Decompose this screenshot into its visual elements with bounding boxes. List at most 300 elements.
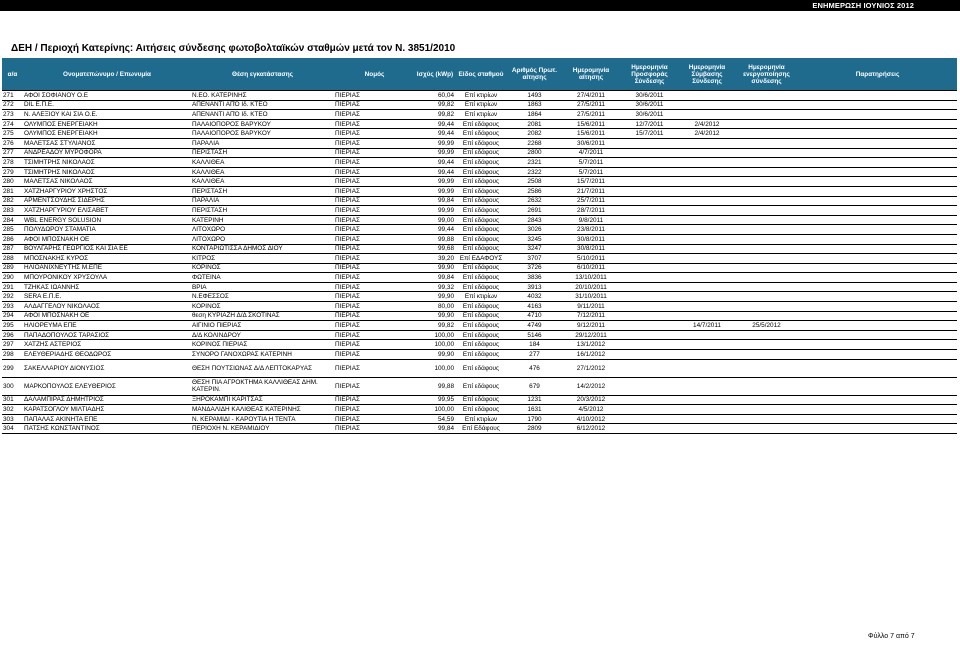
cell-col-name: ΜΑΡΚΟΠΟΥΛΟΣ ΕΛΕΥΘΕΡΙΟΣ bbox=[23, 377, 191, 395]
cell-col-remarks bbox=[798, 100, 957, 110]
cell-col-power: 99,84 bbox=[415, 196, 455, 206]
cell-col-name: ΒΟΥΛΓΑΡΗΣ ΓΕΩΡΓΙΟΣ ΚΑΙ ΣΙΑ ΕΕ bbox=[23, 244, 191, 254]
cell-col-application-date: 5/7/2011 bbox=[562, 167, 620, 177]
table-row bbox=[2, 340, 957, 350]
cell-col-contract-date bbox=[679, 158, 735, 168]
cell-col-remarks bbox=[798, 244, 957, 254]
cell-col-prefecture: ΠΙΕΡΙΑΣ bbox=[334, 100, 415, 110]
header-col-application-date: Ημερομηνία αίτησης bbox=[562, 58, 620, 91]
header-col-protocol: Αριθμός Πρωτ. αίτησης bbox=[507, 58, 562, 91]
cell-col-protocol: 1231 bbox=[507, 395, 562, 405]
cell-col-application-date: 30/8/2011 bbox=[562, 244, 620, 254]
cell-col-offer-date bbox=[620, 138, 679, 148]
cell-col-activation-date bbox=[735, 244, 798, 254]
cell-col-power: 99,68 bbox=[415, 244, 455, 254]
cell-col-location: ΞΗΡΟΚΑΜΠΙ ΚΑΡΙΤΣΑΣ bbox=[191, 395, 334, 405]
cell-col-power: 99,82 bbox=[415, 110, 455, 120]
cell-col-offer-date bbox=[620, 186, 679, 196]
cell-col-index: 293 bbox=[2, 302, 23, 312]
cell-col-remarks bbox=[798, 377, 957, 395]
cell-col-prefecture: ΠΙΕΡΙΑΣ bbox=[334, 359, 415, 377]
cell-col-power: 39,20 bbox=[415, 254, 455, 264]
cell-col-activation-date bbox=[735, 350, 798, 360]
cell-col-station-type: Επί εδάφους bbox=[455, 148, 507, 158]
cell-col-remarks bbox=[798, 234, 957, 244]
cell-col-location: Δ/Δ ΚΟΛΙΝΔΡΟΥ bbox=[191, 330, 334, 340]
table-row bbox=[2, 244, 957, 254]
table-row bbox=[2, 405, 957, 415]
cell-col-application-date: 21/7/2011 bbox=[562, 186, 620, 196]
cell-col-index: 297 bbox=[2, 340, 23, 350]
cell-col-activation-date bbox=[735, 129, 798, 139]
cell-col-index: 296 bbox=[2, 330, 23, 340]
cell-col-index: 278 bbox=[2, 158, 23, 168]
cell-col-remarks bbox=[798, 177, 957, 187]
cell-col-activation-date bbox=[735, 215, 798, 225]
cell-col-remarks bbox=[798, 110, 957, 120]
cell-col-activation-date bbox=[735, 340, 798, 350]
cell-col-power: 99,90 bbox=[415, 292, 455, 302]
cell-col-prefecture: ΠΙΕΡΙΑΣ bbox=[334, 282, 415, 292]
cell-col-index: 302 bbox=[2, 405, 23, 415]
cell-col-power: 54,59 bbox=[415, 414, 455, 424]
cell-col-protocol: 2082 bbox=[507, 129, 562, 139]
cell-col-contract-date bbox=[679, 186, 735, 196]
cell-col-power: 99,00 bbox=[415, 215, 455, 225]
cell-col-contract-date: 2/4/2012 bbox=[679, 129, 735, 139]
cell-col-offer-date bbox=[620, 273, 679, 283]
cell-col-remarks bbox=[798, 215, 957, 225]
cell-col-offer-date bbox=[620, 395, 679, 405]
cell-col-location: ΑΠΕΝΑΝΤΙ ΑΠΌ Ιδ. ΚΤΕΟ bbox=[191, 110, 334, 120]
cell-col-name: ΠΑΤΣΗΣ ΚΩΝΣΤΑΝΤΙΝΟΣ bbox=[23, 424, 191, 434]
cell-col-name: ΜΠΟΣΝΑΚΗΣ ΚΥΡΟΣ bbox=[23, 254, 191, 264]
cell-col-contract-date bbox=[679, 138, 735, 148]
cell-col-application-date: 14/2/2012 bbox=[562, 377, 620, 395]
cell-col-remarks bbox=[798, 263, 957, 273]
cell-col-offer-date bbox=[620, 244, 679, 254]
cell-col-protocol: 1863 bbox=[507, 100, 562, 110]
table-row bbox=[2, 186, 957, 196]
cell-col-activation-date bbox=[735, 225, 798, 235]
cell-col-name: ΧΑΤΖΗΣ ΑΣΤΕΡΙΟΣ bbox=[23, 340, 191, 350]
table-row bbox=[2, 292, 957, 302]
cell-col-remarks bbox=[798, 359, 957, 377]
table-row bbox=[2, 254, 957, 264]
cell-col-application-date: 25/7/2011 bbox=[562, 196, 620, 206]
cell-col-name: Ν. ΑΛΕΞΙΟΥ ΚΑΙ ΣΙΑ Ο.Ε. bbox=[23, 110, 191, 120]
cell-col-station-type: Επί εδάφους bbox=[455, 167, 507, 177]
cell-col-protocol: 3247 bbox=[507, 244, 562, 254]
cell-col-prefecture: ΠΙΕΡΙΑΣ bbox=[334, 302, 415, 312]
header-col-offer-date: Ημερομηνία Προσφοράς Σύνδεσης bbox=[620, 58, 679, 91]
cell-col-application-date: 9/8/2011 bbox=[562, 215, 620, 225]
table-row bbox=[2, 129, 957, 139]
cell-col-station-type: Επί εδάφους bbox=[455, 129, 507, 139]
cell-col-offer-date: 30/6/2011 bbox=[620, 110, 679, 120]
cell-col-name: WBL ENERGY SOLUSION bbox=[23, 215, 191, 225]
cell-col-power: 99,32 bbox=[415, 282, 455, 292]
cell-col-power: 99,99 bbox=[415, 138, 455, 148]
cell-col-index: 301 bbox=[2, 395, 23, 405]
cell-col-location: ΦΩΤΕΙΝΑ bbox=[191, 273, 334, 283]
cell-col-location: ΚΑΛΛΙΘΕΑ bbox=[191, 158, 334, 168]
cell-col-station-type: Επί εδάφους bbox=[455, 244, 507, 254]
cell-col-station-type: Επί εδάφους bbox=[455, 282, 507, 292]
cell-col-offer-date bbox=[620, 414, 679, 424]
table-row bbox=[2, 177, 957, 187]
cell-col-offer-date: 30/6/2011 bbox=[620, 91, 679, 101]
cell-col-protocol: 3726 bbox=[507, 263, 562, 273]
cell-col-offer-date bbox=[620, 225, 679, 235]
cell-col-remarks bbox=[798, 158, 957, 168]
cell-col-contract-date bbox=[679, 148, 735, 158]
cell-col-contract-date bbox=[679, 292, 735, 302]
cell-col-remarks bbox=[798, 350, 957, 360]
cell-col-name: ΕΛΕΥΘΕΡΙΑΔΗΣ ΘΕΟΔΩΡΟΣ bbox=[23, 350, 191, 360]
cell-col-location: ΘΕΣΗ ΠΙΑ ΑΓΡΟΚΤΗΜΑ ΚΑΛΛΙΘΕΑΣ ΔΗΜ. ΚΑΤΕΡΙΝ. bbox=[191, 377, 334, 395]
cell-col-activation-date bbox=[735, 254, 798, 264]
cell-col-power: 99,95 bbox=[415, 395, 455, 405]
cell-col-activation-date bbox=[735, 330, 798, 340]
cell-col-remarks bbox=[798, 340, 957, 350]
cell-col-application-date: 9/11/2011 bbox=[562, 302, 620, 312]
cell-col-contract-date bbox=[679, 167, 735, 177]
cell-col-location: ΑΠΕΝΑΝΤΙ ΑΠΌ Ιδ. ΚΤΕΟ bbox=[191, 100, 334, 110]
cell-col-power: 99,44 bbox=[415, 129, 455, 139]
cell-col-application-date: 13/1/2012 bbox=[562, 340, 620, 350]
cell-col-application-date: 15/7/2011 bbox=[562, 177, 620, 187]
cell-col-remarks bbox=[798, 186, 957, 196]
cell-col-application-date: 5/10/2011 bbox=[562, 254, 620, 264]
cell-col-location: ΚΟΡΙΝΟΣ ΠΙΕΡΙΑΣ bbox=[191, 340, 334, 350]
cell-col-offer-date bbox=[620, 405, 679, 415]
cell-col-power: 60,04 bbox=[415, 91, 455, 101]
cell-col-station-type: Επί ΕΔΑΦΟΥΣ bbox=[455, 254, 507, 264]
cell-col-name: ΑΦΟΙ ΜΠΟΣΝΑΚΗ ΟΕ bbox=[23, 234, 191, 244]
cell-col-index: 279 bbox=[2, 167, 23, 177]
table-row bbox=[2, 302, 957, 312]
cell-col-protocol: 2691 bbox=[507, 206, 562, 216]
cell-col-activation-date bbox=[735, 206, 798, 216]
cell-col-station-type: Επί κτιρίων bbox=[455, 110, 507, 120]
cell-col-remarks bbox=[798, 225, 957, 235]
cell-col-activation-date bbox=[735, 138, 798, 148]
cell-col-name: SERA Ε.Π.Ε. bbox=[23, 292, 191, 302]
cell-col-station-type: Επί Εδάφους bbox=[455, 424, 507, 434]
cell-col-station-type: Επί κτιρίων bbox=[455, 292, 507, 302]
cell-col-name: ΔΑΛΑΜΠΙΡΑΣ ΔΗΜΗΤΡΙΟΣ bbox=[23, 395, 191, 405]
cell-col-index: 303 bbox=[2, 414, 23, 424]
cell-col-prefecture: ΠΙΕΡΙΑΣ bbox=[334, 148, 415, 158]
cell-col-contract-date bbox=[679, 302, 735, 312]
cell-col-prefecture: ΠΙΕΡΙΑΣ bbox=[334, 405, 415, 415]
cell-col-power: 99,44 bbox=[415, 167, 455, 177]
cell-col-protocol: 1790 bbox=[507, 414, 562, 424]
cell-col-location: ΚΙΤΡΟΣ bbox=[191, 254, 334, 264]
cell-col-station-type: Επί εδάφους bbox=[455, 215, 507, 225]
cell-col-contract-date bbox=[679, 424, 735, 434]
cell-col-prefecture: ΠΙΕΡΙΑΣ bbox=[334, 263, 415, 273]
cell-col-remarks bbox=[798, 414, 957, 424]
cell-col-station-type: Επί εδάφους bbox=[455, 119, 507, 129]
cell-col-offer-date: 30/6/2011 bbox=[620, 100, 679, 110]
cell-col-remarks bbox=[798, 273, 957, 283]
cell-col-offer-date bbox=[620, 321, 679, 331]
cell-col-name: DIL E.Π.Ε. bbox=[23, 100, 191, 110]
cell-col-power: 99,44 bbox=[415, 225, 455, 235]
table-row bbox=[2, 196, 957, 206]
cell-col-application-date: 27/5/2011 bbox=[562, 100, 620, 110]
cell-col-activation-date: 25/5/2012 bbox=[735, 321, 798, 331]
cell-col-name: ΚΑΡΑΤΣΟΓΛΟΥ ΜΙΛΤΙΑΔΗΣ bbox=[23, 405, 191, 415]
cell-col-name: ΟΛΥΜΠΟΣ ΕΝΕΡΓΕΙΑΚΗ bbox=[23, 119, 191, 129]
cell-col-prefecture: ΠΙΕΡΙΑΣ bbox=[334, 377, 415, 395]
cell-col-station-type: Επί εδάφους bbox=[455, 158, 507, 168]
table-row bbox=[2, 119, 957, 129]
cell-col-application-date: 27/4/2011 bbox=[562, 91, 620, 101]
cell-col-offer-date bbox=[620, 215, 679, 225]
cell-col-prefecture: ΠΙΕΡΙΑΣ bbox=[334, 138, 415, 148]
cell-col-index: 287 bbox=[2, 244, 23, 254]
cell-col-power: 100,00 bbox=[415, 359, 455, 377]
cell-col-protocol: 2800 bbox=[507, 148, 562, 158]
cell-col-application-date: 28/7/2011 bbox=[562, 206, 620, 216]
cell-col-location: ΠΑΛΑΙΟΠΟΡΟΣ ΒΑΡΥΚΟΥ bbox=[191, 119, 334, 129]
cell-col-station-type: Επί εδάφους bbox=[455, 405, 507, 415]
cell-col-activation-date bbox=[735, 311, 798, 321]
cell-col-remarks bbox=[798, 138, 957, 148]
cell-col-remarks bbox=[798, 311, 957, 321]
cell-col-remarks bbox=[798, 302, 957, 312]
cell-col-index: 271 bbox=[2, 91, 23, 101]
cell-col-prefecture: ΠΙΕΡΙΑΣ bbox=[334, 350, 415, 360]
table-row bbox=[2, 138, 957, 148]
cell-col-prefecture: ΠΙΕΡΙΑΣ bbox=[334, 254, 415, 264]
cell-col-location: ΛΙΤΟΧΩΡΟ bbox=[191, 234, 334, 244]
cell-col-prefecture: ΠΙΕΡΙΑΣ bbox=[334, 321, 415, 331]
cell-col-name: ΑΡΜΕΝΤΣΟΥΔΗΣ ΣΙΔΕΡΗΣ bbox=[23, 196, 191, 206]
table-row bbox=[2, 148, 957, 158]
cell-col-contract-date bbox=[679, 254, 735, 264]
cell-col-remarks bbox=[798, 148, 957, 158]
table-row bbox=[2, 167, 957, 177]
cell-col-application-date: 30/8/2011 bbox=[562, 234, 620, 244]
cell-col-station-type: Επί κτιρίων bbox=[455, 91, 507, 101]
cell-col-activation-date bbox=[735, 196, 798, 206]
cell-col-prefecture: ΠΙΕΡΙΑΣ bbox=[334, 119, 415, 129]
cell-col-contract-date bbox=[679, 330, 735, 340]
cell-col-index: 294 bbox=[2, 311, 23, 321]
table-row bbox=[2, 263, 957, 273]
cell-col-contract-date bbox=[679, 91, 735, 101]
cell-col-prefecture: ΠΙΕΡΙΑΣ bbox=[334, 129, 415, 139]
cell-col-index: 280 bbox=[2, 177, 23, 187]
cell-col-offer-date bbox=[620, 206, 679, 216]
cell-col-power: 100,00 bbox=[415, 405, 455, 415]
cell-col-activation-date bbox=[735, 377, 798, 395]
cell-col-activation-date bbox=[735, 91, 798, 101]
cell-col-remarks bbox=[798, 330, 957, 340]
cell-col-offer-date bbox=[620, 340, 679, 350]
cell-col-name: ΑΝΔΡΕΑΔΟΥ ΜΥΡΟΦΟΡΑ bbox=[23, 148, 191, 158]
cell-col-power: 99,82 bbox=[415, 321, 455, 331]
table-row bbox=[2, 91, 957, 101]
cell-col-activation-date bbox=[735, 167, 798, 177]
cell-col-power: 80,00 bbox=[415, 302, 455, 312]
cell-col-remarks bbox=[798, 196, 957, 206]
update-label: ΕΝΗΜΕΡΩΣΗ ΙΟΥΝΙΟΣ 2012 bbox=[812, 1, 914, 10]
cell-col-station-type: Επί εδάφους bbox=[455, 196, 507, 206]
cell-col-offer-date bbox=[620, 263, 679, 273]
cell-col-station-type: Επί εδάφους bbox=[455, 138, 507, 148]
cell-col-prefecture: ΠΙΕΡΙΑΣ bbox=[334, 395, 415, 405]
cell-col-application-date: 4/7/2011 bbox=[562, 148, 620, 158]
cell-col-contract-date bbox=[679, 311, 735, 321]
cell-col-name: ΑΦΟΙ ΣΟΦΙΑΝΟΥ Ο.Ε bbox=[23, 91, 191, 101]
table-row bbox=[2, 321, 957, 331]
cell-col-index: 273 bbox=[2, 110, 23, 120]
cell-col-contract-date: 2/4/2012 bbox=[679, 119, 735, 129]
cell-col-location: ΚΟΡΙΝΟΣ bbox=[191, 302, 334, 312]
table-row bbox=[2, 206, 957, 216]
table-row bbox=[2, 350, 957, 360]
cell-col-index: 277 bbox=[2, 148, 23, 158]
cell-col-contract-date bbox=[679, 350, 735, 360]
cell-col-prefecture: ΠΙΕΡΙΑΣ bbox=[334, 330, 415, 340]
cell-col-application-date: 15/6/2011 bbox=[562, 119, 620, 129]
cell-col-contract-date bbox=[679, 282, 735, 292]
cell-col-activation-date bbox=[735, 395, 798, 405]
cell-col-name: ΗΛΙΟΑΝΙΧΝΕΥΤΗΣ Μ.ΕΠΕ bbox=[23, 263, 191, 273]
cell-col-station-type: Επί εδάφους bbox=[455, 359, 507, 377]
cell-col-prefecture: ΠΙΕΡΙΑΣ bbox=[334, 177, 415, 187]
cell-col-station-type: Επί εδάφους bbox=[455, 177, 507, 187]
cell-col-location: Ν. ΚΕΡΑΜΙΔΙ - ΚΑΡΟΥΤΙΑ Η ΤΕΝΤΑ bbox=[191, 414, 334, 424]
cell-col-index: 300 bbox=[2, 377, 23, 395]
cell-col-application-date: 13/10/2011 bbox=[562, 273, 620, 283]
cell-col-prefecture: ΠΙΕΡΙΑΣ bbox=[334, 206, 415, 216]
table-row bbox=[2, 234, 957, 244]
cell-col-location: Ν.ΕΟ. ΚΑΤΕΡΙΝΗΣ bbox=[191, 91, 334, 101]
cell-col-contract-date bbox=[679, 244, 735, 254]
cell-col-location: ΚΑΛΛΙΘΕΑ bbox=[191, 177, 334, 187]
document-title: ΔΕΗ / Περιοχή Κατερίνης: Αιτήσεις σύνδεσης φωτοβολταϊκών σταθμών μετά τον Ν. 3851/2010 bbox=[11, 43, 456, 54]
cell-col-protocol: 2809 bbox=[507, 424, 562, 434]
header-col-contract-date: Ημερομηνία Σύμβασης Σύνδεσης bbox=[679, 58, 735, 91]
cell-col-index: 289 bbox=[2, 263, 23, 273]
cell-col-location: ΣΥΝΟΡΟ ΓΑΝΟΧΩΡΑΣ ΚΑΤΕΡΙΝΗ bbox=[191, 350, 334, 360]
cell-col-remarks bbox=[798, 119, 957, 129]
cell-col-protocol: 3836 bbox=[507, 273, 562, 283]
table-row bbox=[2, 424, 957, 434]
cell-col-name: ΜΑΛΕΤΣΑΣ ΝΙΚΟΛΑΟΣ bbox=[23, 177, 191, 187]
cell-col-protocol: 3707 bbox=[507, 254, 562, 264]
cell-col-contract-date bbox=[679, 215, 735, 225]
cell-col-location: ΚΟΡΙΝΟΣ bbox=[191, 263, 334, 273]
table-row bbox=[2, 395, 957, 405]
cell-col-offer-date bbox=[620, 282, 679, 292]
cell-col-protocol: 476 bbox=[507, 359, 562, 377]
cell-col-power: 99,99 bbox=[415, 206, 455, 216]
cell-col-power: 100,00 bbox=[415, 340, 455, 350]
cell-col-protocol: 1493 bbox=[507, 91, 562, 101]
cell-col-protocol: 3913 bbox=[507, 282, 562, 292]
cell-col-application-date: 7/12/2011 bbox=[562, 311, 620, 321]
cell-col-prefecture: ΠΙΕΡΙΑΣ bbox=[334, 186, 415, 196]
cell-col-remarks bbox=[798, 167, 957, 177]
cell-col-station-type: Επί εδάφους bbox=[455, 263, 507, 273]
cell-col-location: ΠΑΛΑΙΟΠΟΡΟΣ ΒΑΡΥΚΟΥ bbox=[191, 129, 334, 139]
cell-col-location: ΠΕΡΙΣΤΑΣΗ bbox=[191, 206, 334, 216]
cell-col-offer-date bbox=[620, 359, 679, 377]
cell-col-station-type: Επί εδάφους bbox=[455, 350, 507, 360]
cell-col-activation-date bbox=[735, 273, 798, 283]
cell-col-power: 99,84 bbox=[415, 273, 455, 283]
cell-col-contract-date bbox=[679, 263, 735, 273]
cell-col-prefecture: ΠΙΕΡΙΑΣ bbox=[334, 91, 415, 101]
cell-col-location: Ν.ΕΦΕΣΣΟΣ bbox=[191, 292, 334, 302]
cell-col-location: ΠΕΡΙΣΤΑΣΗ bbox=[191, 186, 334, 196]
cell-col-station-type: Επί εδάφους bbox=[455, 340, 507, 350]
cell-col-offer-date bbox=[620, 302, 679, 312]
cell-col-prefecture: ΠΙΕΡΙΑΣ bbox=[334, 158, 415, 168]
cell-col-location: ΑΙΓΙΝΙΟ ΠΙΕΡΙΑΣ bbox=[191, 321, 334, 331]
header-col-name: Ονοματεπώνυμο / Επωνυμία bbox=[23, 58, 191, 91]
cell-col-offer-date bbox=[620, 350, 679, 360]
cell-col-remarks bbox=[798, 129, 957, 139]
cell-col-offer-date bbox=[620, 196, 679, 206]
table-row bbox=[2, 110, 957, 120]
cell-col-location: ΚΑΛΛΙΘΕΑ bbox=[191, 167, 334, 177]
cell-col-application-date: 23/8/2011 bbox=[562, 225, 620, 235]
cell-col-protocol: 2081 bbox=[507, 119, 562, 129]
header-col-power: Ισχύς (kWp) bbox=[415, 58, 455, 91]
cell-col-offer-date bbox=[620, 292, 679, 302]
cell-col-prefecture: ΠΙΕΡΙΑΣ bbox=[334, 340, 415, 350]
cell-col-name: ΠΑΠΑΔΟΠΟΥΛΟΣ ΤΑΡΑΣΙΟΣ bbox=[23, 330, 191, 340]
cell-col-index: 281 bbox=[2, 186, 23, 196]
cell-col-location: ΚΑΤΕΡΙΝΗ bbox=[191, 215, 334, 225]
cell-col-offer-date bbox=[620, 177, 679, 187]
cell-col-contract-date bbox=[679, 100, 735, 110]
cell-col-prefecture: ΠΙΕΡΙΑΣ bbox=[334, 110, 415, 120]
cell-col-power: 99,99 bbox=[415, 177, 455, 187]
cell-col-activation-date bbox=[735, 302, 798, 312]
cell-col-power: 99,99 bbox=[415, 186, 455, 196]
table-row bbox=[2, 273, 957, 283]
cell-col-station-type: Επί κτιρίων bbox=[455, 100, 507, 110]
cell-col-location: θεση ΚΥΡΙΑΖΗ Δ/Δ ΣΚΟΤΙΝΑΣ bbox=[191, 311, 334, 321]
cell-col-name: ΠΟΛΥΔΩΡΟΥ ΣΤΑΜΑΤΙΑ bbox=[23, 225, 191, 235]
cell-col-name: ΜΑΛΕΤΣΑΣ ΣΤΥΛΙΑΝΟΣ bbox=[23, 138, 191, 148]
table-row bbox=[2, 330, 957, 340]
cell-col-prefecture: ΠΙΕΡΙΑΣ bbox=[334, 167, 415, 177]
cell-col-offer-date bbox=[620, 254, 679, 264]
cell-col-activation-date bbox=[735, 263, 798, 273]
header-col-location: Θέση εγκατάστασης bbox=[191, 58, 334, 91]
cell-col-index: 286 bbox=[2, 234, 23, 244]
cell-col-name: ΧΑΤΖΗΑΡΓΥΡΙΟΥ ΧΡΗΣΤΟΣ bbox=[23, 186, 191, 196]
table-row bbox=[2, 100, 957, 110]
cell-col-prefecture: ΠΙΕΡΙΑΣ bbox=[334, 311, 415, 321]
cell-col-protocol: 4163 bbox=[507, 302, 562, 312]
cell-col-offer-date bbox=[620, 311, 679, 321]
cell-col-station-type: Επί εδάφους bbox=[455, 273, 507, 283]
cell-col-application-date: 4/5/2012 bbox=[562, 405, 620, 415]
cell-col-power: 100,00 bbox=[415, 330, 455, 340]
cell-col-activation-date bbox=[735, 158, 798, 168]
